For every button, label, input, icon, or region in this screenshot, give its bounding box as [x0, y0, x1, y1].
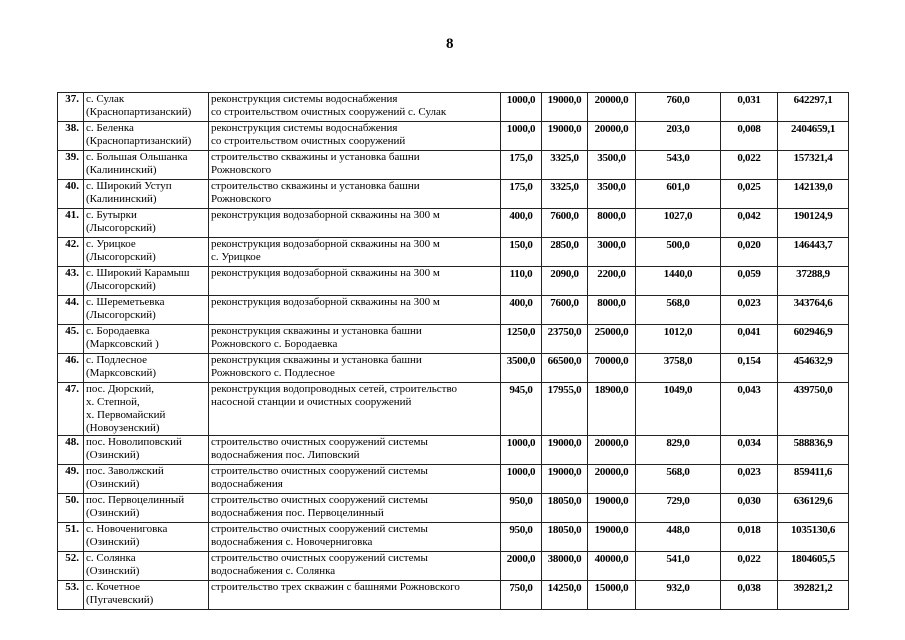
row-number: 43.: [58, 267, 84, 296]
row-number: 53.: [58, 581, 84, 610]
value-6-cell: 142139,0: [778, 180, 849, 209]
settlement-cell: [84, 436, 209, 465]
value-3-cell: 20000,0: [588, 436, 636, 465]
value-4-cell: 543,0: [636, 151, 721, 180]
settlement-cell: [84, 296, 209, 325]
settlement-line: с. Бородаевка: [86, 325, 150, 337]
value-1-cell: 175,0: [501, 180, 542, 209]
work-description-cell: [209, 209, 501, 238]
table-row: [58, 581, 849, 610]
value-1-cell: 400,0: [501, 296, 542, 325]
settlement-line: (Марксовский): [86, 367, 157, 379]
value-2-cell: 19000,0: [542, 465, 588, 494]
row-number: 49.: [58, 465, 84, 494]
settlement-line: пос. Первоцелинный: [86, 494, 185, 506]
work-description-cell: [209, 523, 501, 552]
settlement-line: (Новоузенский): [86, 422, 160, 434]
value-5-cell: 0,023: [721, 296, 778, 325]
settlement-line: х. Первомайский: [86, 409, 166, 421]
value-6-cell: 642297,1: [778, 93, 849, 122]
table-row: [58, 296, 849, 325]
work-line: реконструкция водозаборной скважины на 300 м: [211, 238, 440, 250]
table-row: [58, 354, 849, 383]
work-description-cell: [209, 383, 501, 436]
value-1-cell: 400,0: [501, 209, 542, 238]
value-6-cell: 2404659,1: [778, 122, 849, 151]
value-1-cell: 950,0: [501, 523, 542, 552]
settlement-cell: [84, 122, 209, 151]
table-row: [58, 523, 849, 552]
work-line: строительство скважины и установка башни: [211, 180, 420, 192]
settlement-line: (Озинский): [86, 449, 140, 461]
work-line: реконструкция водозаборной скважины на 300 м: [211, 267, 440, 279]
settlement-cell: [84, 151, 209, 180]
value-2-cell: 7600,0: [542, 296, 588, 325]
settlement-line: (Озинский): [86, 565, 140, 577]
work-line: реконструкция системы водоснабжения: [211, 93, 398, 105]
work-description-cell: [209, 267, 501, 296]
value-3-cell: 20000,0: [588, 93, 636, 122]
value-3-cell: 20000,0: [588, 465, 636, 494]
table-row: [58, 383, 849, 436]
row-number: 39.: [58, 151, 84, 180]
table-row: [58, 151, 849, 180]
value-6-cell: 1035130,6: [778, 523, 849, 552]
work-line: водоснабжения пос. Липовский: [211, 449, 360, 461]
row-number: 47.: [58, 383, 84, 436]
work-description-cell: [209, 122, 501, 151]
value-5-cell: 0,034: [721, 436, 778, 465]
settlement-cell: [84, 93, 209, 122]
work-line: строительство очистных сооружений системы: [211, 523, 428, 535]
settlement-cell: [84, 180, 209, 209]
value-3-cell: 15000,0: [588, 581, 636, 610]
value-3-cell: 40000,0: [588, 552, 636, 581]
value-4-cell: 568,0: [636, 465, 721, 494]
value-4-cell: 729,0: [636, 494, 721, 523]
value-5-cell: 0,022: [721, 151, 778, 180]
value-3-cell: 70000,0: [588, 354, 636, 383]
value-3-cell: 8000,0: [588, 209, 636, 238]
work-line: со строительством очистных сооружений с. Сулак: [211, 106, 447, 118]
value-1-cell: 1250,0: [501, 325, 542, 354]
value-6-cell: 588836,9: [778, 436, 849, 465]
value-2-cell: 38000,0: [542, 552, 588, 581]
value-6-cell: 454632,9: [778, 354, 849, 383]
work-line: реконструкция скважины и установка башни: [211, 325, 422, 337]
value-4-cell: 1027,0: [636, 209, 721, 238]
value-5-cell: 0,025: [721, 180, 778, 209]
work-line: строительство очистных сооружений системы: [211, 465, 428, 477]
settlement-cell: [84, 354, 209, 383]
settlement-line: х. Степной,: [86, 396, 140, 408]
work-line: Рожновского: [211, 164, 272, 176]
work-description-cell: [209, 238, 501, 267]
row-number: 41.: [58, 209, 84, 238]
table-row: [58, 93, 849, 122]
value-3-cell: 19000,0: [588, 494, 636, 523]
settlement-line: пос. Новолиповский: [86, 436, 182, 448]
row-number: 48.: [58, 436, 84, 465]
settlement-line: (Лысогорский): [86, 309, 156, 321]
value-3-cell: 2200,0: [588, 267, 636, 296]
settlement-cell: [84, 267, 209, 296]
settlement-cell: [84, 325, 209, 354]
value-2-cell: 23750,0: [542, 325, 588, 354]
work-description-cell: [209, 581, 501, 610]
work-line: насосной станции и очистных сооружений: [211, 396, 412, 408]
value-2-cell: 19000,0: [542, 436, 588, 465]
value-5-cell: 0,154: [721, 354, 778, 383]
value-5-cell: 0,042: [721, 209, 778, 238]
settlement-line: с. Широкий Карамыш: [86, 267, 190, 279]
value-1-cell: 175,0: [501, 151, 542, 180]
projects-table: [57, 92, 849, 610]
work-line: Рожновского: [211, 193, 272, 205]
value-1-cell: 950,0: [501, 494, 542, 523]
settlement-line: (Краснопартизанский): [86, 135, 192, 147]
value-4-cell: 932,0: [636, 581, 721, 610]
value-5-cell: 0,041: [721, 325, 778, 354]
value-6-cell: 1804605,5: [778, 552, 849, 581]
settlement-line: (Озинский): [86, 478, 140, 490]
value-4-cell: 568,0: [636, 296, 721, 325]
settlement-line: с. Новочениговка: [86, 523, 168, 535]
value-3-cell: 3500,0: [588, 180, 636, 209]
settlement-line: с. Бутырки: [86, 209, 137, 221]
work-line: строительство трех скважин с башнями Рожновского: [211, 581, 460, 593]
value-2-cell: 2090,0: [542, 267, 588, 296]
value-3-cell: 20000,0: [588, 122, 636, 151]
table-row: [58, 552, 849, 581]
table-row: [58, 180, 849, 209]
settlement-line: пос. Заволжский: [86, 465, 164, 477]
value-6-cell: 859411,6: [778, 465, 849, 494]
value-2-cell: 18050,0: [542, 494, 588, 523]
value-6-cell: 146443,7: [778, 238, 849, 267]
value-2-cell: 3325,0: [542, 180, 588, 209]
value-2-cell: 18050,0: [542, 523, 588, 552]
value-4-cell: 760,0: [636, 93, 721, 122]
value-4-cell: 500,0: [636, 238, 721, 267]
value-5-cell: 0,059: [721, 267, 778, 296]
work-line: реконструкция системы водоснабжения: [211, 122, 398, 134]
work-line: водоснабжения с. Солянка: [211, 565, 336, 577]
value-1-cell: 945,0: [501, 383, 542, 436]
value-4-cell: 1440,0: [636, 267, 721, 296]
row-number: 51.: [58, 523, 84, 552]
value-1-cell: 110,0: [501, 267, 542, 296]
value-1-cell: 1000,0: [501, 465, 542, 494]
settlement-cell: [84, 209, 209, 238]
value-4-cell: 541,0: [636, 552, 721, 581]
work-description-cell: [209, 354, 501, 383]
value-1-cell: 150,0: [501, 238, 542, 267]
settlement-line: с. Шереметьевка: [86, 296, 165, 308]
value-1-cell: 1000,0: [501, 436, 542, 465]
value-2-cell: 14250,0: [542, 581, 588, 610]
value-3-cell: 18900,0: [588, 383, 636, 436]
settlement-cell: [84, 465, 209, 494]
work-description-cell: [209, 180, 501, 209]
work-description-cell: [209, 552, 501, 581]
settlement-line: (Озинский): [86, 536, 140, 548]
settlement-line: (Лысогорский): [86, 222, 156, 234]
row-number: 50.: [58, 494, 84, 523]
value-2-cell: 17955,0: [542, 383, 588, 436]
value-6-cell: 343764,6: [778, 296, 849, 325]
value-3-cell: 8000,0: [588, 296, 636, 325]
value-5-cell: 0,038: [721, 581, 778, 610]
value-6-cell: 157321,4: [778, 151, 849, 180]
work-description-cell: [209, 494, 501, 523]
work-line: реконструкция водопроводных сетей, строительство: [211, 383, 458, 395]
value-4-cell: 601,0: [636, 180, 721, 209]
value-4-cell: 3758,0: [636, 354, 721, 383]
value-6-cell: 392821,2: [778, 581, 849, 610]
work-line: с. Урицкое: [211, 251, 261, 263]
value-4-cell: 448,0: [636, 523, 721, 552]
table-row: [58, 267, 849, 296]
work-description-cell: [209, 296, 501, 325]
value-6-cell: 636129,6: [778, 494, 849, 523]
value-1-cell: 1000,0: [501, 93, 542, 122]
value-4-cell: 1049,0: [636, 383, 721, 436]
value-3-cell: 3000,0: [588, 238, 636, 267]
work-line: реконструкция водозаборной скважины на 300 м: [211, 209, 440, 221]
work-description-cell: [209, 325, 501, 354]
value-4-cell: 203,0: [636, 122, 721, 151]
value-2-cell: 2850,0: [542, 238, 588, 267]
work-line: Рожновского с. Бородаевка: [211, 338, 338, 350]
settlement-line: (Пугачевский): [86, 594, 154, 606]
work-line: Рожновского с. Подлесное: [211, 367, 335, 379]
value-5-cell: 0,031: [721, 93, 778, 122]
settlement-line: (Марксовский ): [86, 338, 159, 350]
row-number: 45.: [58, 325, 84, 354]
value-6-cell: 439750,0: [778, 383, 849, 436]
work-line: водоснабжения: [211, 478, 283, 490]
value-6-cell: 602946,9: [778, 325, 849, 354]
value-3-cell: 19000,0: [588, 523, 636, 552]
value-2-cell: 3325,0: [542, 151, 588, 180]
work-description-cell: [209, 465, 501, 494]
work-line: строительство скважины и установка башни: [211, 151, 420, 163]
table-row: [58, 436, 849, 465]
value-5-cell: 0,023: [721, 465, 778, 494]
value-2-cell: 66500,0: [542, 354, 588, 383]
row-number: 46.: [58, 354, 84, 383]
value-6-cell: 190124,9: [778, 209, 849, 238]
value-3-cell: 3500,0: [588, 151, 636, 180]
work-line: строительство очистных сооружений системы: [211, 436, 428, 448]
work-line: реконструкция скважины и установка башни: [211, 354, 422, 366]
settlement-line: с. Кочетное: [86, 581, 141, 593]
value-3-cell: 25000,0: [588, 325, 636, 354]
settlement-line: (Озинский): [86, 507, 140, 519]
value-1-cell: 3500,0: [501, 354, 542, 383]
value-1-cell: 1000,0: [501, 122, 542, 151]
table-row: [58, 325, 849, 354]
value-1-cell: 2000,0: [501, 552, 542, 581]
settlement-line: с. Большая Ольшанка: [86, 151, 188, 163]
settlement-cell: [84, 238, 209, 267]
table-row: [58, 238, 849, 267]
work-description-cell: [209, 151, 501, 180]
settlement-line: с. Солянка: [86, 552, 136, 564]
settlement-line: (Калининский): [86, 164, 157, 176]
table-row: [58, 494, 849, 523]
work-line: строительство очистных сооружений системы: [211, 494, 428, 506]
value-5-cell: 0,018: [721, 523, 778, 552]
settlement-line: с. Сулак: [86, 93, 125, 105]
work-line: реконструкция водозаборной скважины на 300 м: [211, 296, 440, 308]
value-5-cell: 0,008: [721, 122, 778, 151]
value-5-cell: 0,020: [721, 238, 778, 267]
value-2-cell: 7600,0: [542, 209, 588, 238]
settlement-line: (Калининский): [86, 193, 157, 205]
value-6-cell: 37288,9: [778, 267, 849, 296]
row-number: 44.: [58, 296, 84, 325]
value-2-cell: 19000,0: [542, 93, 588, 122]
value-5-cell: 0,043: [721, 383, 778, 436]
table-row: [58, 122, 849, 151]
row-number: 40.: [58, 180, 84, 209]
settlement-line: (Краснопартизанский): [86, 106, 192, 118]
work-line: водоснабжения пос. Первоцелинный: [211, 507, 384, 519]
table-row: [58, 209, 849, 238]
settlement-cell: [84, 383, 209, 436]
value-5-cell: 0,030: [721, 494, 778, 523]
table-row: [58, 465, 849, 494]
settlement-cell: [84, 494, 209, 523]
settlement-line: с. Подлесное: [86, 354, 148, 366]
settlement-line: с. Широкий Уступ: [86, 180, 172, 192]
settlement-cell: [84, 552, 209, 581]
value-2-cell: 19000,0: [542, 122, 588, 151]
settlement-line: пос. Дюрский,: [86, 383, 155, 395]
work-line: строительство очистных сооружений системы: [211, 552, 428, 564]
settlement-line: с. Урицкое: [86, 238, 136, 250]
work-line: со строительством очистных сооружений: [211, 135, 406, 147]
value-4-cell: 829,0: [636, 436, 721, 465]
row-number: 42.: [58, 238, 84, 267]
row-number: 52.: [58, 552, 84, 581]
work-description-cell: [209, 93, 501, 122]
settlement-line: с. Беленка: [86, 122, 134, 134]
page-number: 8: [446, 36, 454, 52]
work-line: водоснабжения с. Новочерниговка: [211, 536, 373, 548]
settlement-line: (Лысогорский): [86, 251, 156, 263]
value-5-cell: 0,022: [721, 552, 778, 581]
value-4-cell: 1012,0: [636, 325, 721, 354]
work-description-cell: [209, 436, 501, 465]
row-number: 37.: [58, 93, 84, 122]
value-1-cell: 750,0: [501, 581, 542, 610]
row-number: 38.: [58, 122, 84, 151]
settlement-cell: [84, 523, 209, 552]
settlement-cell: [84, 581, 209, 610]
settlement-line: (Лысогорский): [86, 280, 156, 292]
